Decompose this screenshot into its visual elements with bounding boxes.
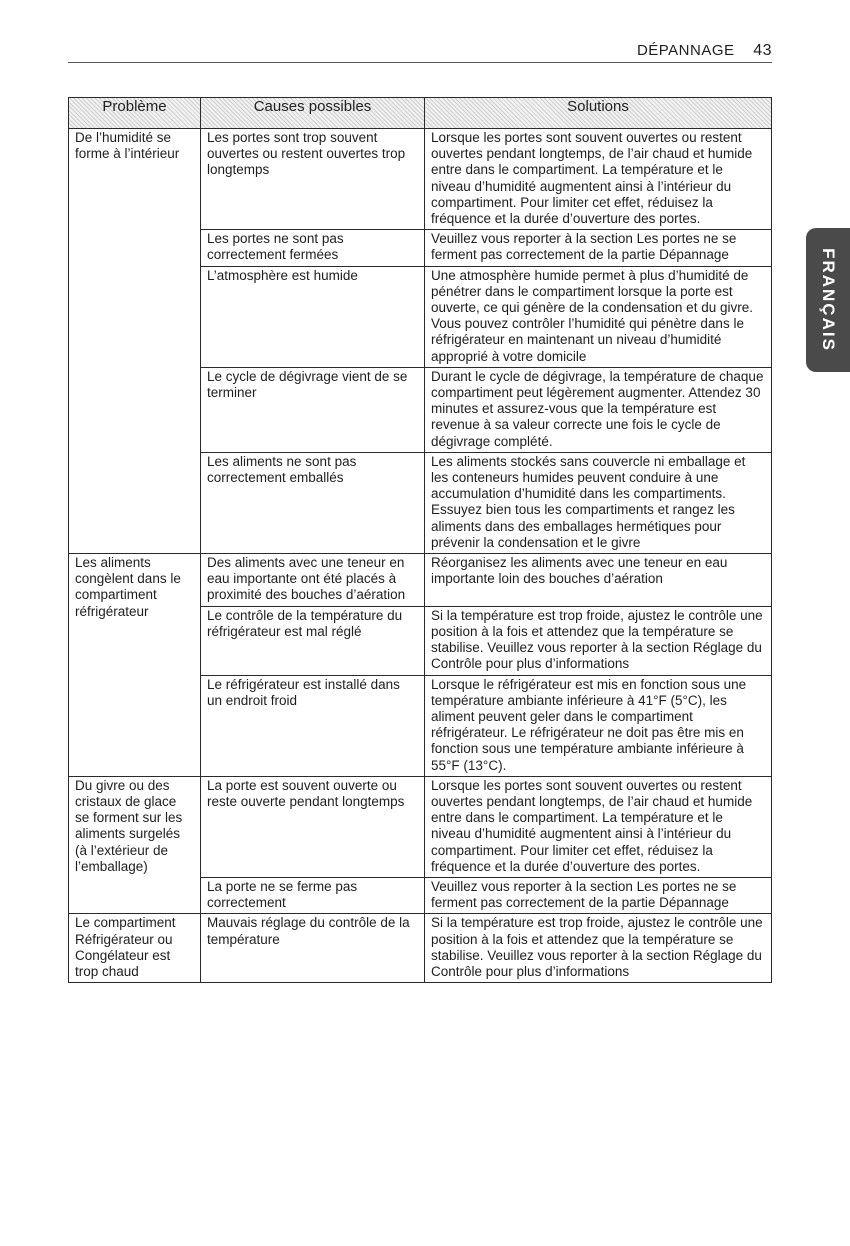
cause-cell: Le cycle de dégivrage vient de se terminer — [201, 367, 425, 452]
cause-cell: L’atmosphère est humide — [201, 266, 425, 367]
solution-cell: Les aliments stockés sans couvercle ni emballage et les conteneurs humides peuvent conduire à une accumulation d’humidité dans les compartiments. Essuyez bien tous les compartiments et rangez les aliments dans des emballages hermétiques pour prévenir la condensation et le givre — [425, 452, 772, 553]
cause-cell: Des aliments avec une teneur en eau importante ont été placés à proximité des bouches d’aération — [201, 554, 425, 607]
language-tab-label: FRANÇAIS — [819, 248, 838, 352]
solution-cell: Lorsque le réfrigérateur est mis en fonction sous une température ambiante inférieure à 41°F (5°C), les aliment peuvent geler dans le compartiment réfrigérateur. Le réfrigérateur ne doit pas être mis en fonction sous une température ambiante inférieure à 55°F (13°C). — [425, 675, 772, 776]
cause-cell: La porte ne se ferme pas correctement — [201, 877, 425, 913]
header-divider — [68, 62, 772, 63]
solution-cell: Une atmosphère humide permet à plus d’humidité de pénétrer dans le compartiment lorsque la porte est ouverte, ce qui génère de la condensation et du givre. Vous pouvez contrôler l’humidité qui pénètre dans le réfrigérateur en maintenant un niveau d’humidité approprié à votre domicile — [425, 266, 772, 367]
column-header-solutions: Solutions — [425, 98, 772, 129]
cause-cell: La porte est souvent ouverte ou reste ouverte pendant longtemps — [201, 776, 425, 877]
solution-cell: Durant le cycle de dégivrage, la température de chaque compartiment peut légèrement augmenter. Attendez 30 minutes et assurez-vous que la température est revenue à sa valeur correcte une fois le cycle de dégivrage complété. — [425, 367, 772, 452]
solution-cell: Lorsque les portes sont souvent ouvertes ou restent ouvertes pendant longtemps, de l’air chaud et humide entre dans le compartiment. La température et le niveau d’humidité augmentent ainsi à l’intérieur du compartiment. Pour limiter cet effet, réduisez la fréquence et la durée d’ouverture des portes. — [425, 776, 772, 877]
table-row — [69, 776, 772, 877]
cause-cell: Mauvais réglage du contrôle de la température — [201, 914, 425, 983]
cause-cell: Le contrôle de la température du réfrigérateur est mal réglé — [201, 606, 425, 675]
solution-cell: Veuillez vous reporter à la section Les portes ne se ferment pas correctement de la partie Dépannage — [425, 877, 772, 913]
problem-cell: Les aliments congèlent dans le compartiment réfrigérateur — [69, 554, 201, 777]
problem-cell: Le compartiment Réfrigérateur ou Congélateur est trop chaud — [69, 914, 201, 983]
cause-cell: Les portes sont trop souvent ouvertes ou restent ouvertes trop longtemps — [201, 129, 425, 230]
cause-cell: Le réfrigérateur est installé dans un endroit froid — [201, 675, 425, 776]
problem-cell: De l’humidité se forme à l’intérieur — [69, 129, 201, 554]
cause-cell: Les portes ne sont pas correctement fermées — [201, 230, 425, 266]
troubleshooting-table — [68, 97, 772, 983]
page-number: 43 — [753, 42, 772, 59]
solution-cell: Lorsque les portes sont souvent ouvertes ou restent ouvertes pendant longtemps, de l’air chaud et humide entre dans le compartiment. La température et le niveau d’humidité augmentent ainsi à l’intérieur du compartiment. Pour limiter cet effet, réduisez la fréquence et la durée d’ouverture des portes. — [425, 129, 772, 230]
column-header-causes: Causes possibles — [201, 98, 425, 129]
problem-cell: Du givre ou des cristaux de glace se forment sur les aliments surgelés (à l’extérieur de l’emballage) — [69, 776, 201, 914]
table-row — [69, 914, 772, 983]
page-header — [637, 42, 772, 60]
cause-cell: Les aliments ne sont pas correctement emballés — [201, 452, 425, 553]
solution-cell: Si la température est trop froide, ajustez le contrôle une position à la fois et attendez que la température se stabilise. Veuillez vous reporter à la section Réglage du Contrôle pour plus d’informations — [425, 606, 772, 675]
solution-cell: Réorganisez les aliments avec une teneur en eau importante loin des bouches d’aération — [425, 554, 772, 607]
solution-cell: Si la température est trop froide, ajustez le contrôle une position à la fois et attendez que la température se stabilise. Veuillez vous reporter à la section Réglage du Contrôle pour plus d’informations — [425, 914, 772, 983]
column-header-problem: Problème — [69, 98, 201, 129]
table-row — [69, 129, 772, 230]
table-row — [69, 554, 772, 607]
table-header-row — [69, 98, 772, 129]
section-title: DÉPANNAGE — [636, 42, 735, 59]
solution-cell: Veuillez vous reporter à la section Les portes ne se ferment pas correctement de la partie Dépannage — [425, 230, 772, 266]
language-tab — [806, 228, 850, 372]
